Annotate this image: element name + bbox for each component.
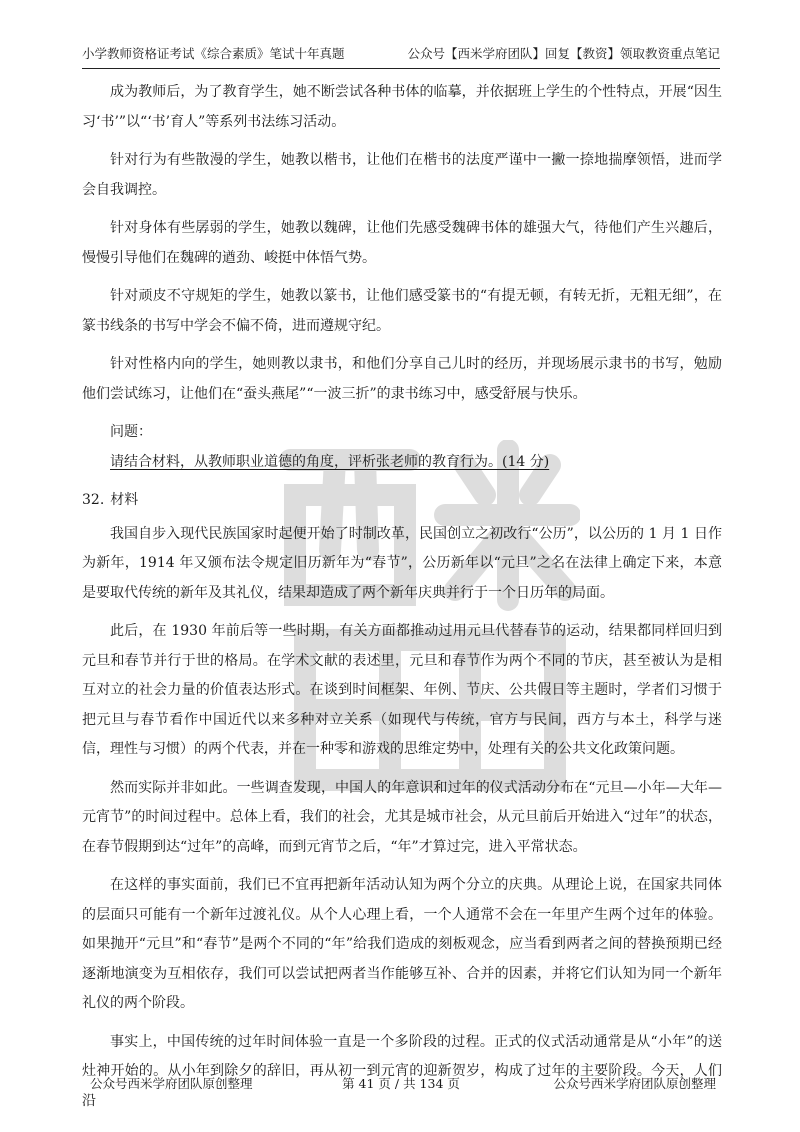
material-paragraph-1: 我国自步入现代民族国家时起便开始了时制改革，民国创立之初改行“公历”，以公历的 1 月 1 日作为新年，1914 年又颁布法令规定旧历新年为“春节”，公历新年以“元旦”之名在法律上确定下来，本意是要取代传统的新年及其礼仪，结果却造成了两个新年庆典并行于一个日历年的局面。 (82, 525, 722, 601)
header-exam-title: 小学教师资格证考试《综合素质》笔试十年真题 (82, 46, 345, 61)
section-number: 32. (82, 492, 105, 508)
paragraph-4: 针对顽皮不守规矩的学生，她教以篆书，让他们感受篆书的“有提无顿，有转无折，无粗无细”，在篆书线条的书写中学会不偏不倚，进而遵规守纪。 (82, 288, 722, 334)
document-body (82, 78, 722, 1125)
paragraph-1: 成为教师后，为了教育学生，她不断尝试各种书体的临摹，并依据班上学生的个性特点，开展“因生习‘书’”以“‘书’育人”等系列书法练习活动。 (82, 84, 722, 130)
paragraph-3: 针对身体有些孱弱的学生，她教以魏碑，让他们先感受魏碑书体的雄强大气，待他们产生兴趣后，慢慢引导他们在魏碑的遒劲、峻挺中体悟气势。 (82, 220, 722, 266)
question-text (82, 448, 722, 478)
header-promo-text: 公众号【西米学府团队】回复【教资】领取教资重点笔记 (407, 46, 720, 61)
footer-left-credit: 公众号西米学府团队原创整理 (90, 1076, 253, 1091)
question-underlined: 请结合材料，从教师职业道德的角度，评析张老师的教育行为。(14 分) (110, 453, 550, 470)
material-paragraph-2: 此后，在 1930 年前后等一些时期，有关方面都推动过用元旦代替春节的运动，结果都同样回归到元旦和春节并行于世的格局。在学术文献的表述里，元旦和春节作为两个不同的节庆，甚至被认为是相互对立的社会力量的价值表达形式。在谈到时间框架、年例、节庆、公共假日等主题时，学者们习惯于把元旦与春节看作中国近代以来多种对立关系（如现代与传统，官方与民间，西方与本土，科学与迷信，理性与习惯）的两个代表，并在一种零和游戏的思维定势中，处理有关的公共文化政策问题。 (82, 623, 722, 757)
footer-right-credit: 公众号西米学府团队原创整理 (553, 1076, 716, 1091)
material-paragraph-3: 然而实际并非如此。一些调查发现，中国人的年意识和过年的仪式活动分布在“元旦—小年—大年—元宵节”的时间过程中。总体上看，我们的社会，尤其是城市社会，从元旦前后开始进入“过年”的状态，在春节假期到达“过年”的高峰，而到元宵节之后，“年”才算过完，进入平常状态。 (82, 779, 722, 855)
page-footer (82, 1074, 720, 1094)
paragraph-2: 针对行为有些散漫的学生，她教以楷书，让他们在楷书的法度严谨中一撇一捺地揣摩领悟，进而学会自我调控。 (82, 152, 722, 198)
page-header (82, 44, 720, 69)
material-paragraph-4: 在这样的事实面前，我们已不宜再把新年活动认知为两个分立的庆典。从理论上说，在国家共同体的层面只可能有一个新年过渡礼仪。从个人心理上看，一个人通常不会在一年里产生两个过年的体验。如果抛开“元旦”和“春节”是两个不同的“年”给我们造成的刻板观念，应当看到两者之间的替换预期已经逐渐地演变为互相依存，我们可以尝试把两者当作能够互补、合并的因素，并将它们认知为同一个新年礼仪的两个阶段。 (82, 877, 722, 1011)
page-number: 第 41 页 / 共 134 页 (342, 1076, 460, 1091)
section-title: 材料 (110, 492, 139, 508)
question-label: 问题： (110, 424, 152, 440)
paragraph-5: 针对性格内向的学生，她则教以隶书，和他们分享自己儿时的经历，并现场展示隶书的书写，勉励他们尝试练习，让他们在“蚕头燕尾”“一波三折”的隶书练习中，感受舒展与快乐。 (82, 356, 722, 402)
section-heading (82, 486, 722, 516)
material-paragraph-5: 事实上，中国传统的过年时间体验一直是一个多阶段的过程。正式的仪式活动通常是从“小年”的送灶神开始的。从小年到除夕的辞旧，再从初一到元宵的迎新贺岁，构成了过年的主要阶段。今天，人们沿 (82, 1033, 722, 1109)
